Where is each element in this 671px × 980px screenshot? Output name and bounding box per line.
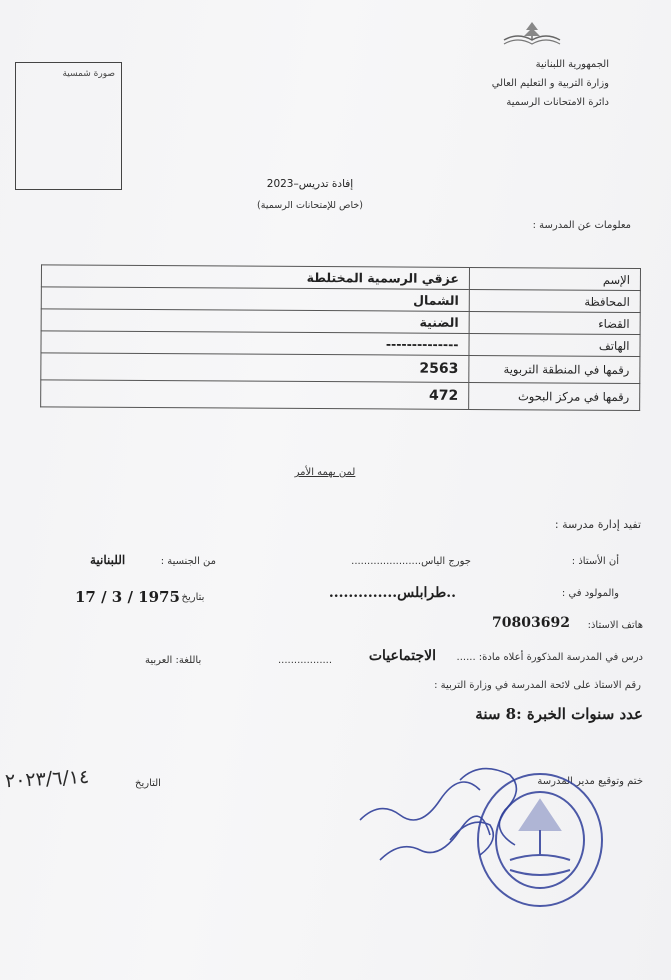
row-label: القضاء	[469, 311, 640, 334]
row-value: الشمال	[41, 287, 469, 312]
certifies-line: تفيد إدارة مدرسة :	[554, 518, 641, 531]
birth-date-label: بتاريخ :	[175, 592, 205, 603]
teacher-name	[351, 556, 471, 567]
to-whom-heading: لمن يهمه الأمر	[294, 467, 356, 478]
subject-dots: .................	[278, 655, 333, 666]
row-value: عزقي الرسمية المختلطة	[41, 265, 469, 290]
born-label: والمولود في :	[561, 588, 619, 599]
phone-value: 70803692	[492, 615, 570, 631]
table-row	[41, 380, 640, 411]
table-row	[41, 353, 640, 384]
cedar-book-logo	[500, 18, 564, 48]
row-label: الهاتف	[469, 333, 640, 356]
photo-label: صورة شمسية	[62, 69, 115, 79]
row-value: الضنية	[41, 309, 469, 334]
nationality-label: من الجنسية :	[160, 556, 216, 567]
teacher-name-dots: ......................	[351, 556, 422, 567]
row-label: المحافظة	[469, 289, 640, 312]
experience-line: عدد سنوات الخبرة :8 سنة	[475, 705, 643, 723]
official-stamp-icon	[340, 730, 620, 930]
teacher-label: أن الأستاذ :	[571, 556, 619, 567]
teacher-name-text: جورج الياس	[421, 556, 471, 567]
ministry-header	[389, 55, 609, 112]
row-label: رقمها في المنطقة التربوية	[469, 355, 640, 383]
row-value: --------------	[41, 331, 469, 356]
nationality-value: اللبنانية	[90, 553, 126, 567]
phone-label: هاتف الاستاذ:	[587, 620, 643, 631]
row-value: 472	[41, 380, 469, 410]
list-number-label: رقم الاستاذ على لائحة المدرسة في وزارة التربية :	[434, 680, 641, 691]
handwritten-date: ٢٠٢٣/٦/١٤	[4, 765, 90, 793]
row-value: 2563	[41, 353, 469, 383]
teaches-label: درس في المدرسة المذكورة أعلاه مادة: ......	[456, 652, 643, 663]
school-info-table	[40, 264, 641, 411]
department-name: دائرة الامتحانات الرسمية	[506, 97, 609, 108]
certificate-title: إفادة تدريس–2023	[266, 178, 354, 190]
date-label: التاريخ	[135, 778, 161, 789]
language-label: باللغة: العربية	[145, 655, 202, 666]
school-info-heading: معلومات عن المدرسة :	[532, 220, 631, 231]
row-label: الإسم	[469, 267, 640, 290]
certificate-subtitle: (خاص للإمتحانات الرسمية)	[257, 200, 363, 211]
signature-label: ختم وتوقيع مدير المدرسة	[537, 776, 643, 787]
birth-date-value: 17 / 3 / 1975	[75, 588, 180, 606]
birthplace-value: ..طرابلس..............	[328, 585, 456, 601]
subject-value: الاجتماعيات	[368, 648, 436, 664]
row-label: رقمها في مركز البحوث	[469, 382, 640, 410]
photo-box	[15, 62, 122, 190]
ministry-name: وزارة التربية و التعليم العالي	[491, 78, 609, 89]
republic-name: الجمهورية اللبنانية	[535, 59, 609, 70]
